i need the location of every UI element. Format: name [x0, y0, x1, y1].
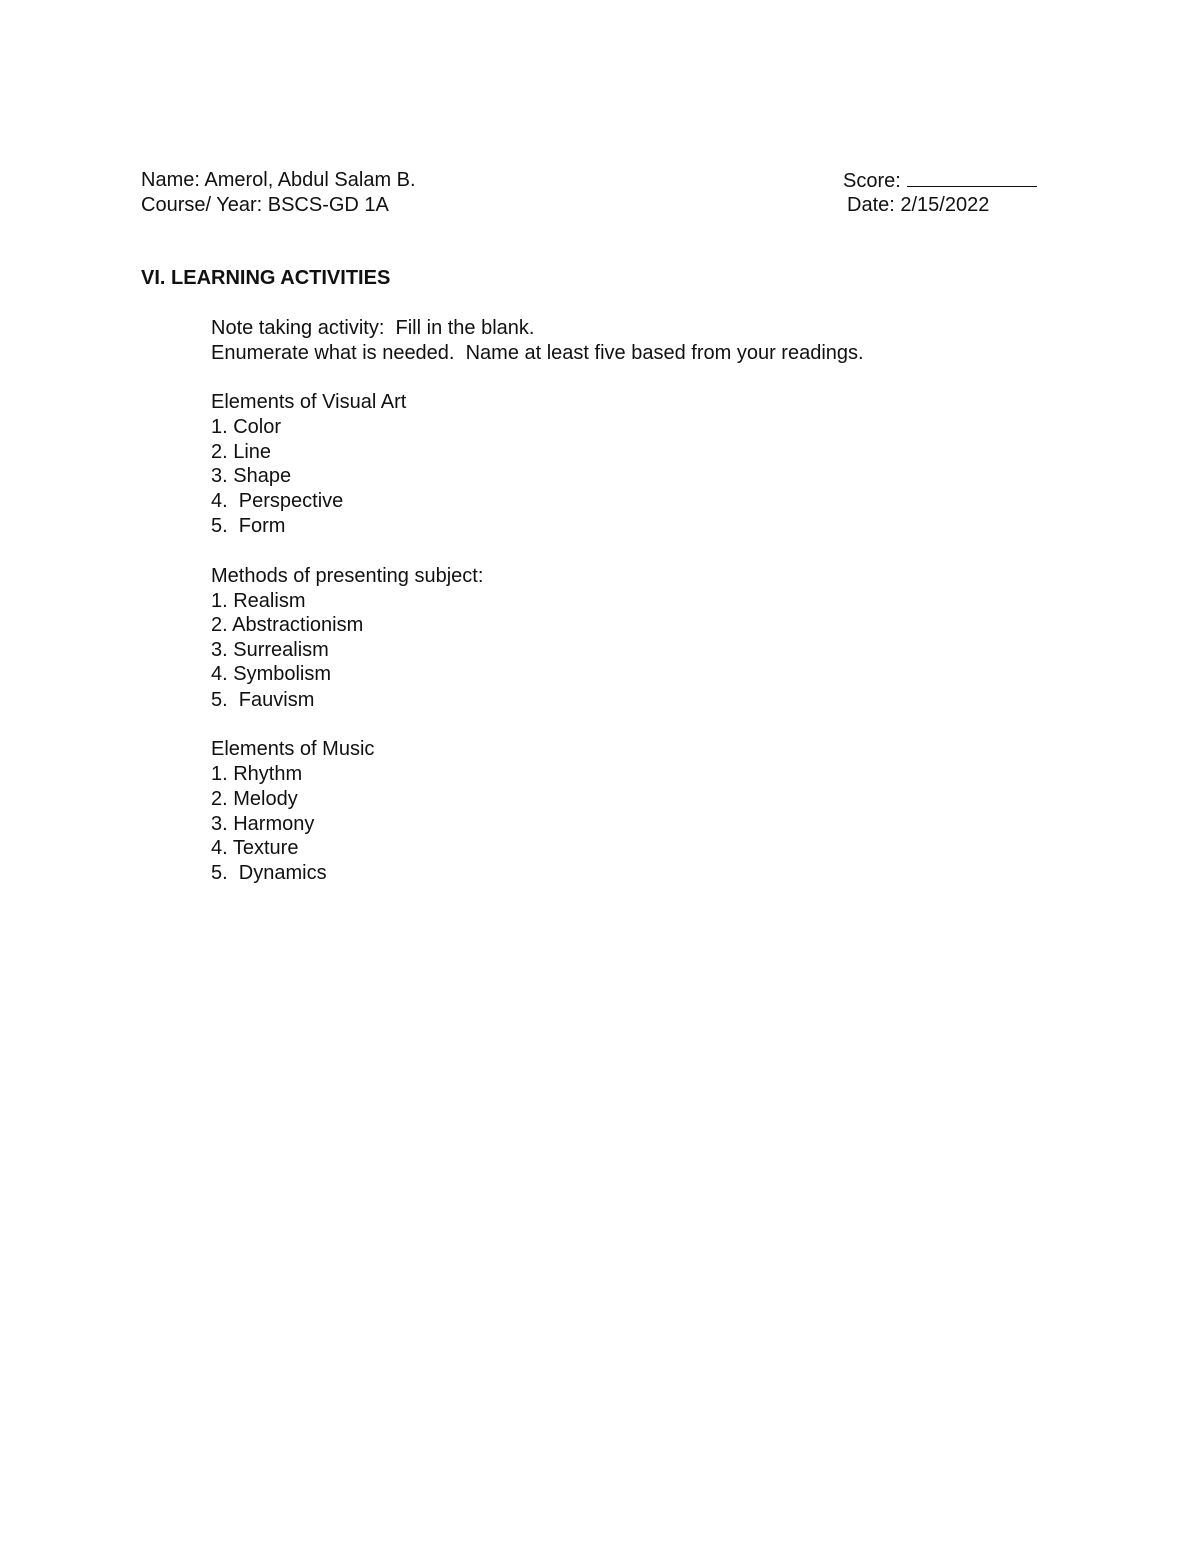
group-title-visual-art: Elements of Visual Art: [211, 391, 407, 413]
list-item: 5. Fauvism: [211, 689, 315, 711]
score-blank-line: [907, 168, 1037, 187]
instruction-line-2: Enumerate what is needed. Name at least five based from your readings.: [211, 342, 864, 364]
list-item: 5. Dynamics: [211, 862, 327, 884]
list-item: 4. Perspective: [211, 490, 344, 512]
list-item: 1. Realism: [211, 590, 306, 612]
list-item: 2. Melody: [211, 788, 298, 810]
list-item: 3. Harmony: [211, 813, 315, 835]
course-year: Course/ Year: BSCS-GD 1A: [141, 194, 389, 216]
list-item: 2. Abstractionism: [211, 614, 364, 636]
list-item: 4. Symbolism: [211, 663, 332, 685]
list-item: 4. Texture: [211, 837, 299, 859]
group-title-music: Elements of Music: [211, 738, 375, 760]
date-field: Date: 2/15/2022: [847, 194, 990, 216]
list-item: 2. Line: [211, 441, 272, 463]
score-field: [843, 168, 1037, 192]
list-item: 3. Surrealism: [211, 639, 329, 661]
instruction-line-1: Note taking activity: Fill in the blank.: [211, 317, 535, 339]
list-item: 1. Color: [211, 416, 282, 438]
list-item: 1. Rhythm: [211, 763, 303, 785]
student-name: Name: Amerol, Abdul Salam B.: [141, 169, 416, 191]
list-item: 3. Shape: [211, 465, 292, 487]
score-label: Score:: [843, 170, 901, 192]
section-title: VI. LEARNING ACTIVITIES: [141, 267, 391, 289]
group-title-methods: Methods of presenting subject:: [211, 565, 484, 587]
list-item: 5. Form: [211, 515, 286, 537]
